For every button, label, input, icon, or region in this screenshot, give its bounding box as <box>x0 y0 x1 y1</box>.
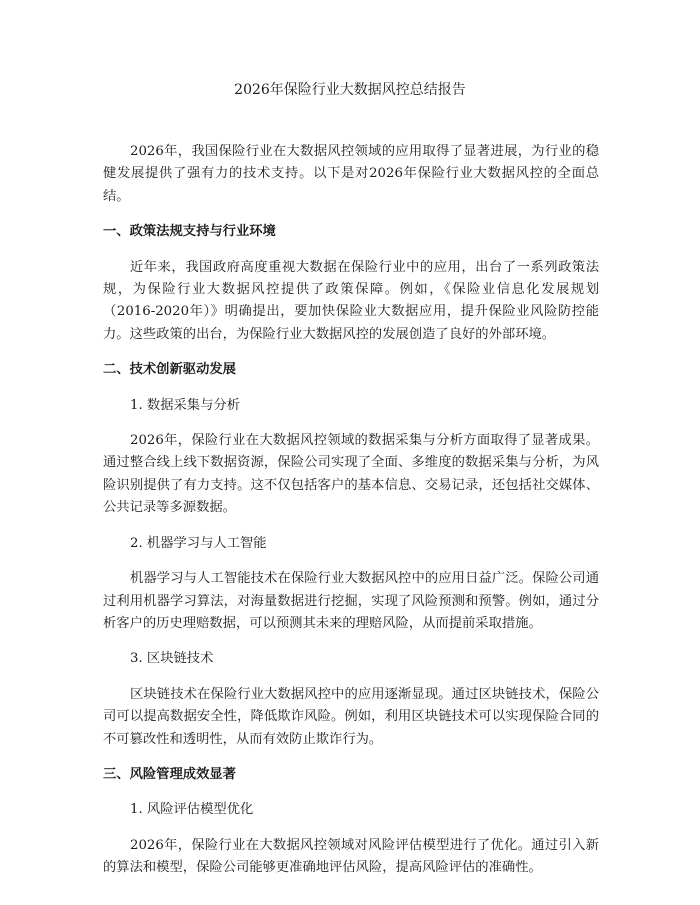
machine-learning-paragraph: 机器学习与人工智能技术在保险行业大数据风控中的应用日益广泛。保险公司通过利用机器学习算法，对海量数据进行挖掘，实现了风险预测和预警。例如，通过分析客户的历史理赔数据，可以预测其未来的理赔风险，从而提前采取措施。 <box>103 571 599 631</box>
subheading-risk-model: 1. 风险评估模型优化 <box>130 802 254 818</box>
section-heading-risk-management: 三、风险管理成效显著 <box>103 766 236 782</box>
section-heading-technology: 二、技术创新驱动发展 <box>103 362 236 378</box>
policy-paragraph: 近年来，我国政府高度重视大数据在保险行业中的应用，出台了一系列政策法规，为保险行业大数据风控提供了政策保障。例如，《保险业信息化发展规划（2016-2020年）》明确提出，要加快保险业大数据应用，提升保险业风险防控能力。这些政策的出台，为保险行业大数据风控的发展创造了良好的外部环境。 <box>103 259 599 342</box>
intro-paragraph: 2026年，我国保险行业在大数据风控领域的应用取得了显著进展，为行业的稳健发展提供了强有力的技术支持。以下是对2026年保险行业大数据风控的全面总结。 <box>103 144 599 204</box>
section-heading-policy: 一、政策法规支持与行业环境 <box>103 224 276 240</box>
document-title: 2026年保险行业大数据风控总结报告 <box>234 82 466 98</box>
subheading-machine-learning: 2. 机器学习与人工智能 <box>130 535 267 551</box>
risk-model-paragraph: 2026年，保险行业在大数据风控领域对风险评估模型进行了优化。通过引入新的算法和模型，保险公司能够更准确地评估风险，提高风险评估的准确性。 <box>103 837 599 876</box>
blockchain-paragraph: 区块链技术在保险行业大数据风控中的应用逐渐显现。通过区块链技术，保险公司可以提高数据安全性，降低欺诈风险。例如，利用区块链技术可以实现保险合同的不可篡改性和透明性，从而有效防止欺诈行为。 <box>103 686 599 747</box>
document-body <box>103 141 599 893</box>
data-collection-paragraph: 2026年，保险行业在大数据风控领域的数据采集与分析方面取得了显著成果。通过整合线上线下数据资源，保险公司实现了全面、多维度的数据采集与分析，为风险识别提供了有力支持。这不仅包括客户的基本信息、交易记录，还包括社交媒体、公共记录等多源数据。 <box>103 433 599 516</box>
subheading-data-collection: 1. 数据采集与分析 <box>130 397 240 413</box>
subheading-blockchain: 3. 区块链技术 <box>130 651 214 667</box>
